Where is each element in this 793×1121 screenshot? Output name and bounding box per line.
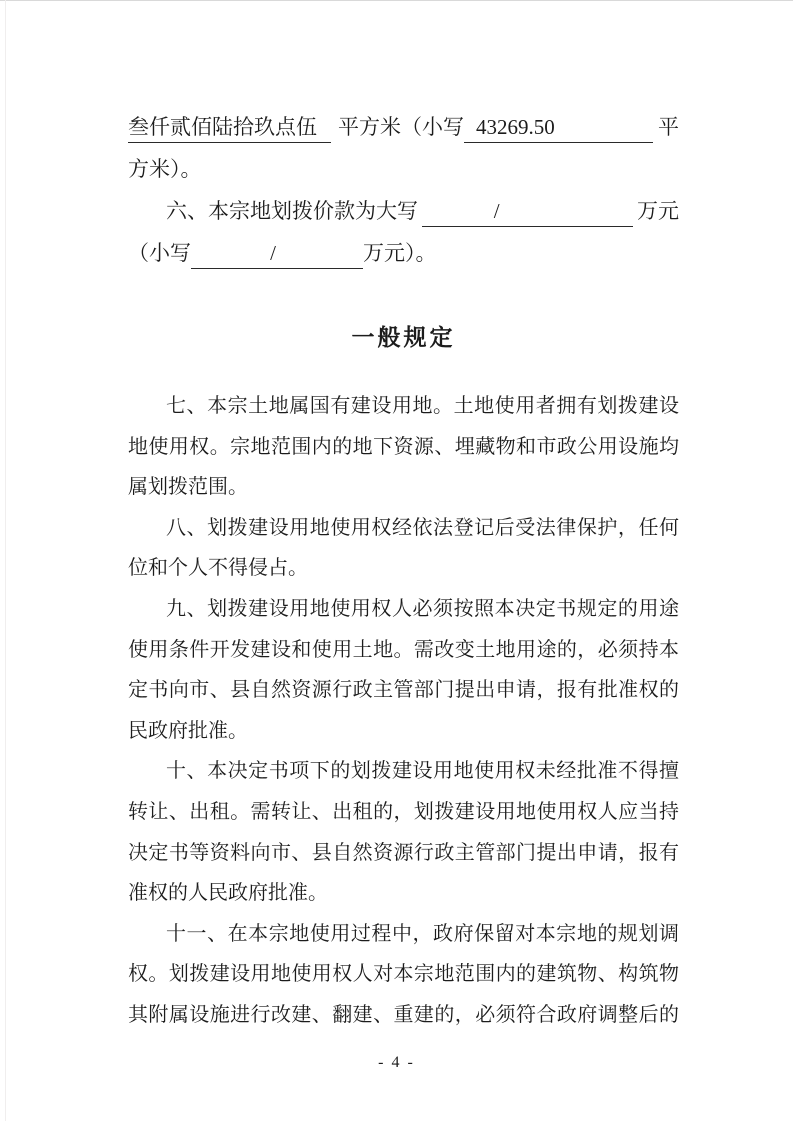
- para7-line: 地使用权。宗地范围内的地下资源、埋藏物和市政公用设施均: [128, 435, 679, 458]
- para10-line: 转让、出租。需转让、出租的，划拨建设用地使用权人应当持: [128, 800, 679, 823]
- area-clause-line1: [128, 106, 679, 148]
- price-daxie-blank: [422, 190, 633, 232]
- section-title: 一般规定: [351, 324, 456, 350]
- para10-line: 决定书等资料向市、县自然资源行政主管部门提出申请，报有: [128, 841, 679, 864]
- price-unit-label: 万元: [637, 199, 679, 223]
- page-number: - 4 -: [378, 1054, 415, 1071]
- scan-edge-artifact-top: [0, 0, 793, 1]
- general-provisions-body: [128, 386, 679, 1036]
- price-xiaoxie-slash: /: [270, 241, 276, 265]
- para9-line: 民政府批准。: [128, 719, 248, 742]
- para9-line: 九、划拨建设用地使用权人必须按照本决定书规定的用途: [166, 597, 679, 620]
- price-xiaoxie-lead: （小写: [128, 241, 191, 265]
- para10-line: 十、本决定书项下的划拨建设用地使用权未经批准不得擅: [166, 760, 679, 783]
- para9-line: 定书向市、县自然资源行政主管部门提出申请，报有批准权的: [128, 679, 679, 702]
- price-clause-line1: [128, 190, 679, 232]
- para10-line: 准权的人民政府批准。: [128, 882, 328, 905]
- para9-line: 使用条件开发建设和使用土地。需改变土地用途的，必须持本: [128, 638, 679, 661]
- para7-line: 七、本宗土地属国有建设用地。土地使用者拥有划拨建设: [166, 395, 679, 417]
- para8-line: 位和个人不得侵占。: [128, 557, 308, 580]
- price-daxie-slash: /: [493, 199, 500, 223]
- price-clause-lead: 六、本宗地划拨价款为大写: [166, 199, 418, 223]
- para11-line: 十一、在本宗地使用过程中，政府保留对本宗地的规划调: [166, 922, 679, 945]
- area-clause-line2: 方米）。: [128, 157, 202, 181]
- para11-line: 其附属设施进行改建、翻建、重建的，必须符合政府调整后的: [128, 1003, 679, 1026]
- area-wrap-char: 平: [658, 115, 679, 139]
- price-xiaoxie-blank: [191, 232, 363, 274]
- price-clause-line2: [128, 232, 679, 274]
- area-unit-label: 平方米（小写: [338, 115, 464, 139]
- para11-line: 权。划拨建设用地使用权人对本宗地范围内的建筑物、构筑物: [128, 963, 679, 986]
- scan-edge-artifact-left: [5, 0, 6, 1121]
- para8-line: 八、划拨建设用地使用权经依法登记后受法律保护，任何: [166, 516, 679, 539]
- area-price-section: [128, 106, 679, 274]
- area-amount-xiaoxie-blank: 43269.50: [464, 106, 653, 148]
- para7-line: 属划拨范围。: [128, 476, 248, 499]
- price-xiaoxie-tail: 万元）。: [363, 241, 437, 265]
- area-amount-daxie-blank: 叁仟贰佰陆拾玖点伍: [128, 106, 331, 148]
